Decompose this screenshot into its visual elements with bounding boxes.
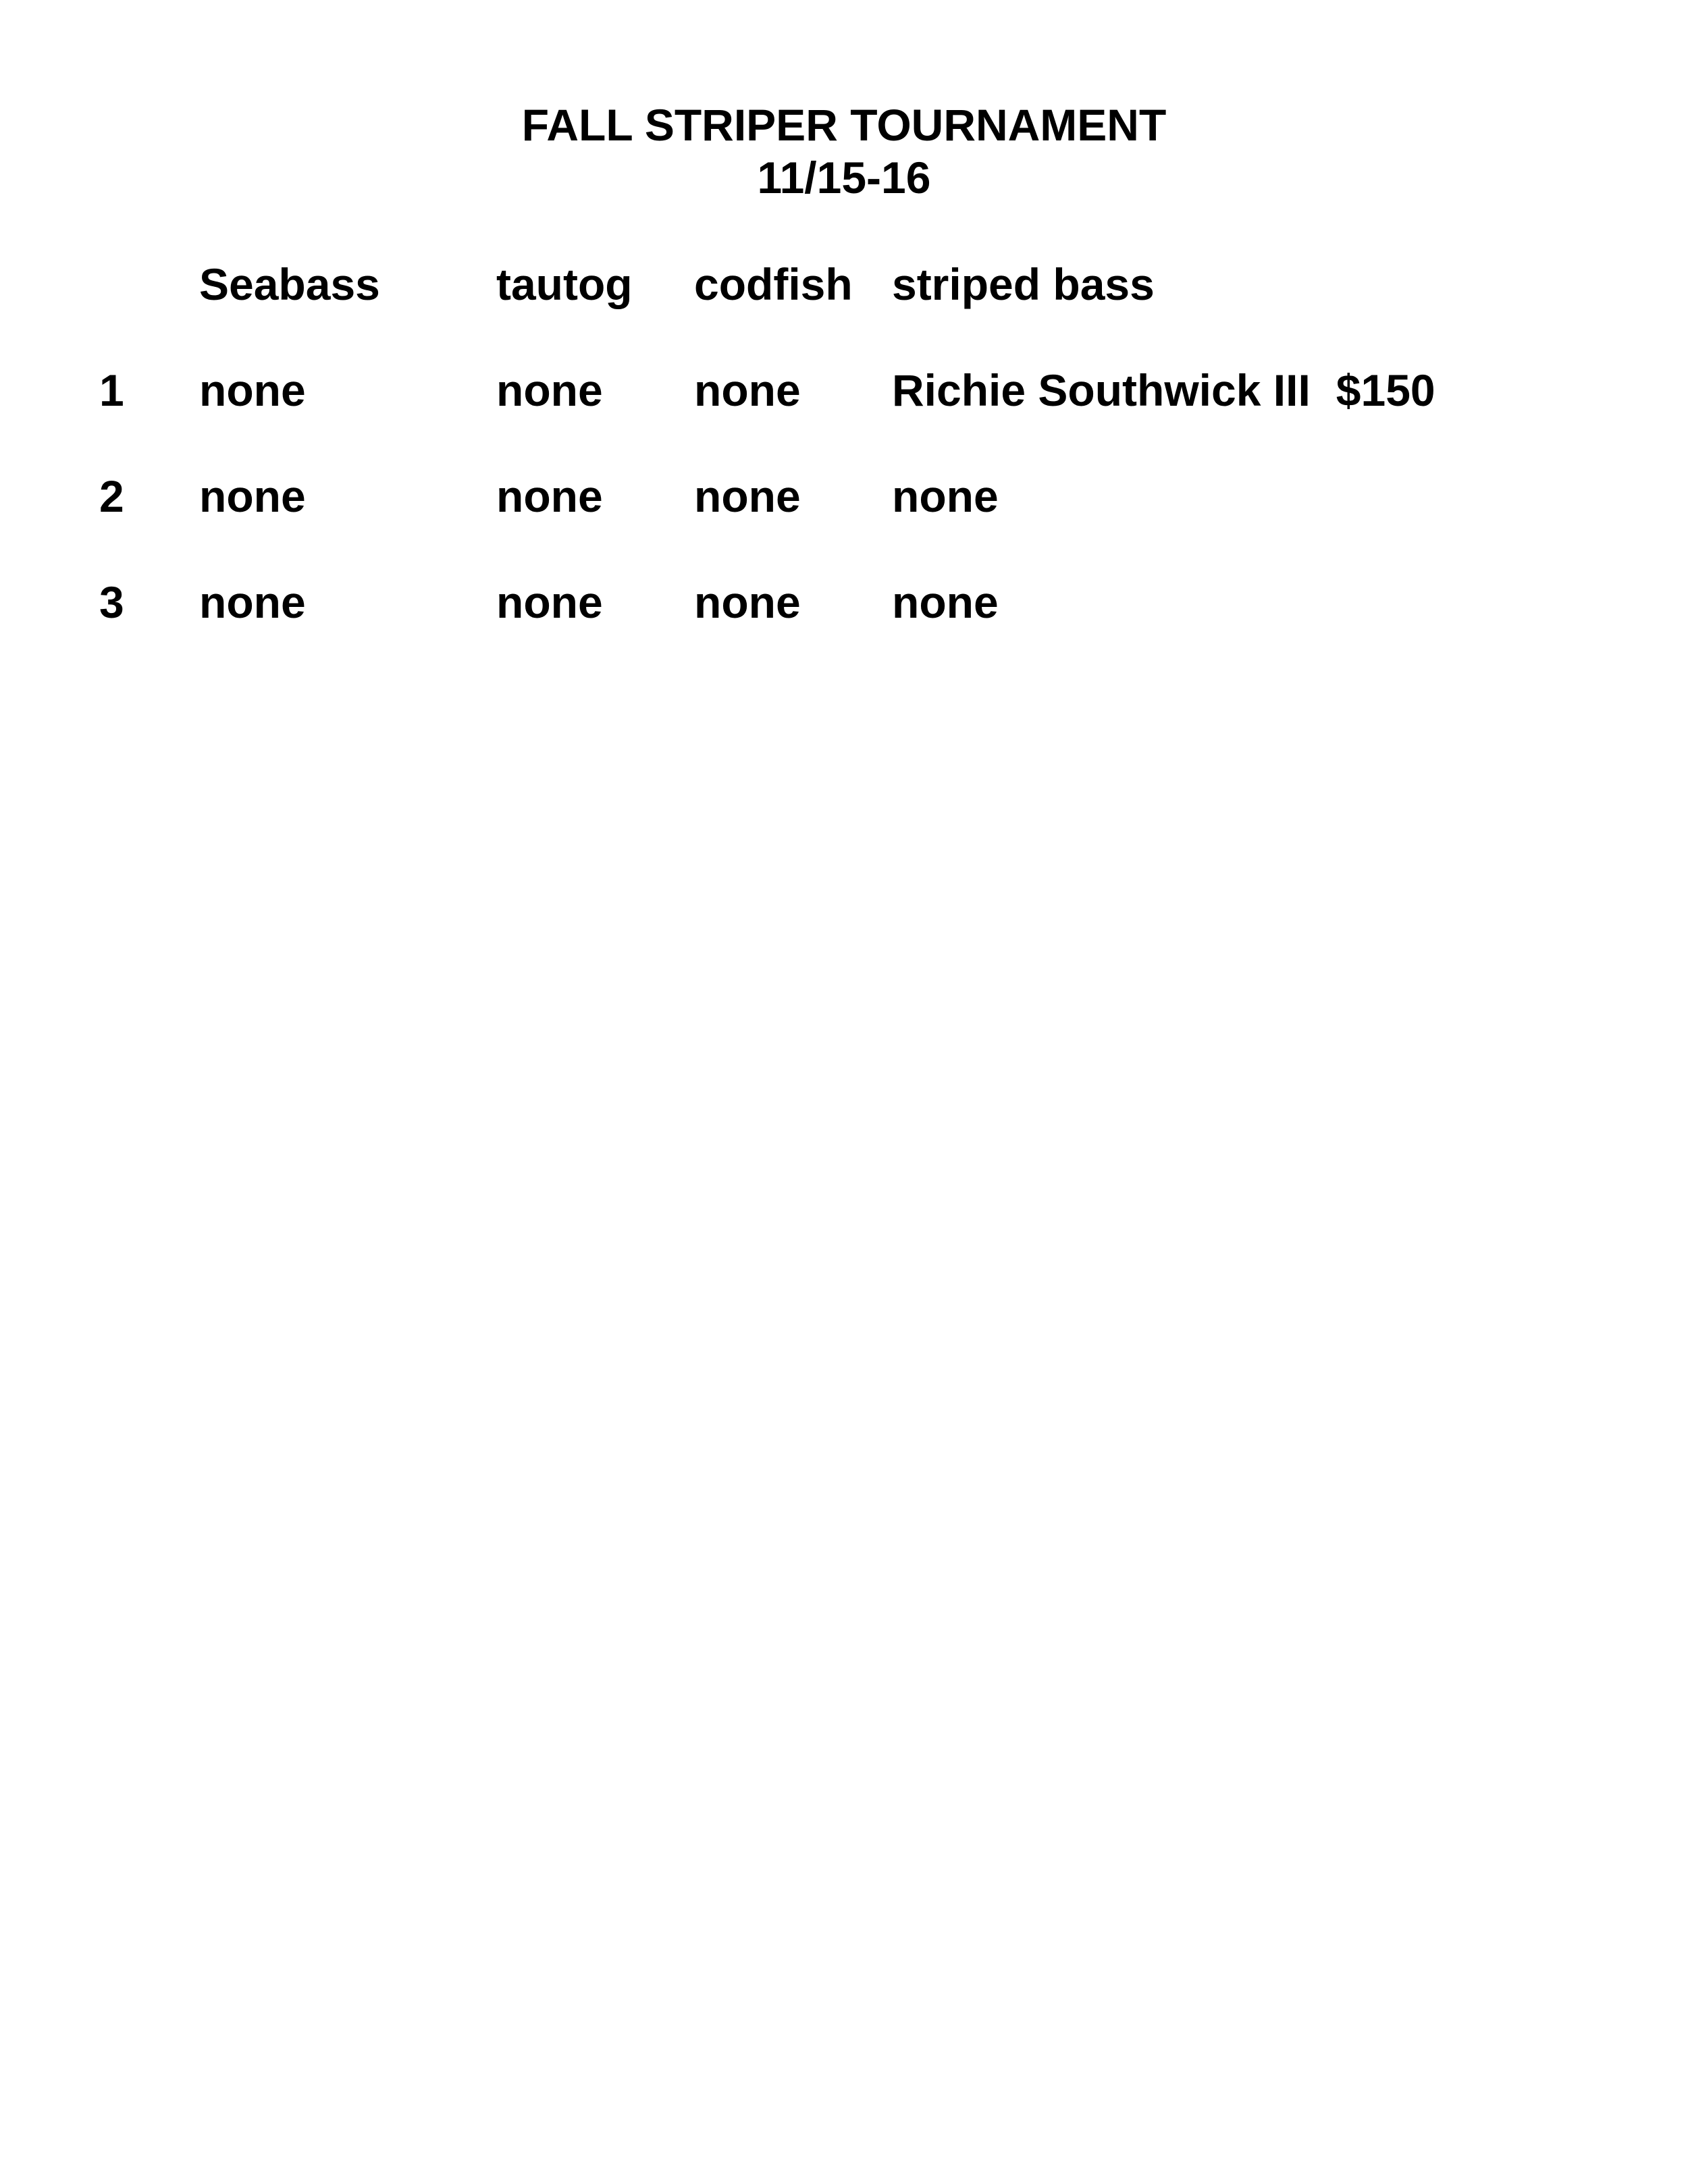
winner-name: Richie Southwick III: [892, 365, 1311, 415]
striped-bass-cell: none: [892, 577, 999, 627]
tautog-cell: none: [496, 365, 603, 415]
column-header-striped-bass: striped bass: [892, 259, 1155, 309]
seabass-cell: none: [199, 365, 306, 415]
document-title: FALL STRIPER TOURNAMENT: [521, 100, 1167, 150]
tournament-date: 11/15-16: [757, 153, 931, 203]
column-header-codfish: codfish: [694, 259, 853, 309]
codfish-cell: none: [694, 471, 801, 521]
seabass-cell: none: [199, 577, 306, 627]
seabass-cell: none: [199, 471, 306, 521]
tautog-cell: none: [496, 577, 603, 627]
codfish-cell: none: [694, 577, 801, 627]
rank-cell: 3: [99, 577, 124, 627]
column-header-tautog: tautog: [496, 259, 633, 309]
rank-cell: 2: [99, 471, 124, 521]
column-header-seabass: Seabass: [199, 259, 380, 309]
striped-bass-cell: [892, 364, 1435, 417]
rank-cell: 1: [99, 365, 124, 415]
codfish-cell: none: [694, 365, 801, 415]
tautog-cell: none: [496, 471, 603, 521]
striped-bass-cell: none: [892, 471, 999, 521]
prize-amount: $150: [1336, 365, 1435, 415]
